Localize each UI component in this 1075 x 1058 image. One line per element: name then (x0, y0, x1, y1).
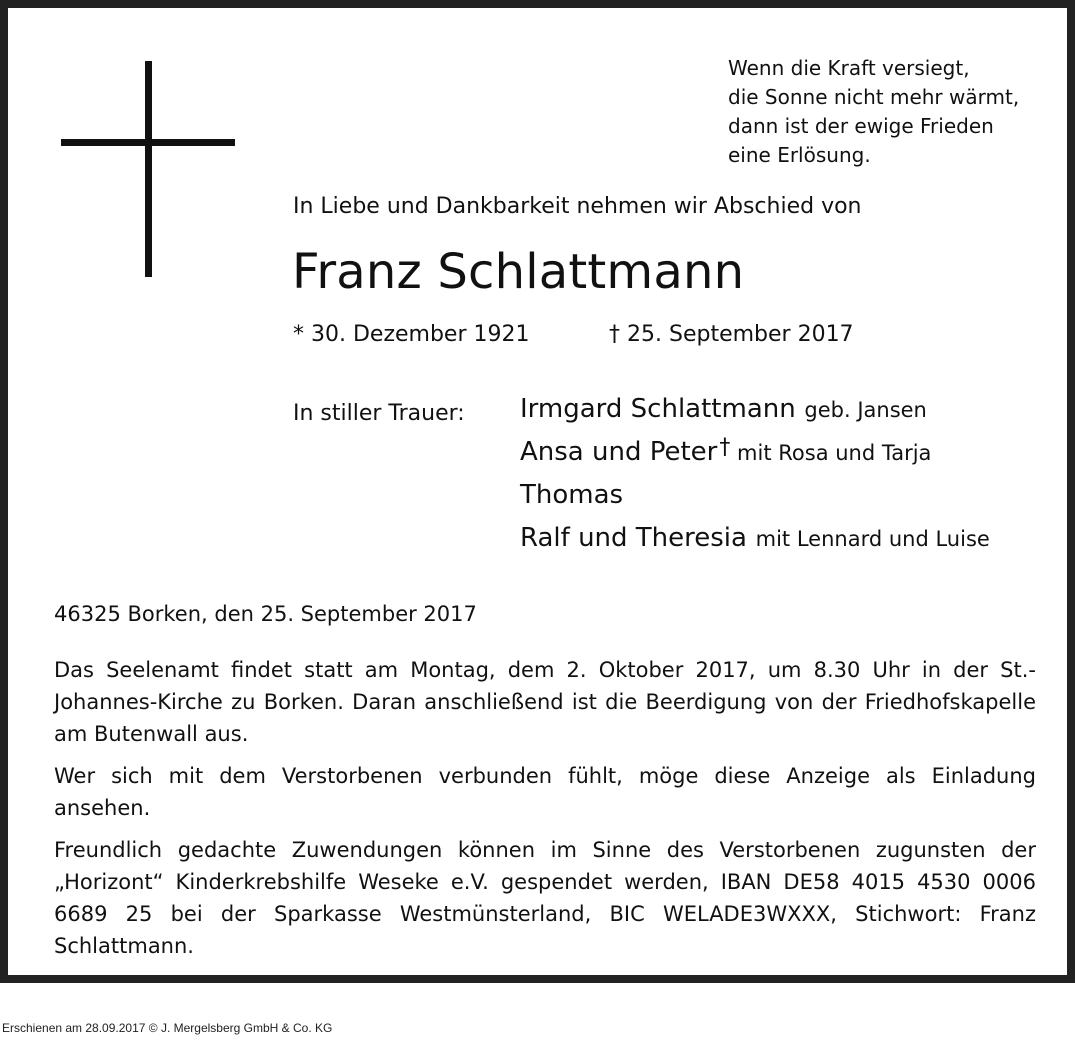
poem-line: Wenn die Kraft versiegt, (728, 56, 970, 80)
life-dates (293, 322, 854, 347)
mourner-item (520, 521, 1060, 564)
deceased-name: Franz Schlattmann (292, 244, 745, 300)
mourners-list (520, 392, 1060, 564)
mourner-extra: geb. Jansen (797, 398, 927, 422)
poem-line: dann ist der ewige Frieden (728, 114, 994, 138)
paragraph-invitation: Wer sich mit dem Verstorbenen verbunden fühlt, möge diese Anzeige als Einladung ansehen. (54, 764, 1036, 820)
paragraph-requiem: Das Seelenamt findet statt am Montag, dem 2. Oktober 2017, um 8.30 Uhr in der St.-Johannes-Kirche zu Borken. Daran anschließend ist die Beerdigung von der Friedhofskapelle am Butenwall aus. (54, 658, 1036, 746)
cross-vertical-bar (145, 61, 152, 277)
mourner-extra: mit Lennard und Luise (748, 527, 990, 551)
cross-horizontal-bar (61, 139, 235, 146)
mourner-name: Ansa und Peter (520, 437, 718, 467)
publication-footer: Erschienen am 28.09.2017 © J. Mergelsberg GmbH & Co. KG (2, 1021, 333, 1035)
mourning-label: In stiller Trauer: (293, 401, 465, 426)
mourner-name: Thomas (520, 480, 624, 510)
mourner-item (520, 478, 1060, 521)
mourner-item (520, 435, 1060, 478)
mourner-item (520, 392, 1060, 435)
mourner-extra: mit Rosa und Tarja (730, 441, 932, 465)
paragraph-donation: Freundlich gedachte Zuwendungen können im Sinne des Verstorbenen zugunsten der „Horizont“ Kinderkrebshilfe Weseke e.V. gespendet werden, IBAN DE58 4015 4530 0006 6689 25 bei der Sparkasse Westmünsterland, BIC WELADE3WXXX, Stichwort: Franz Schlattmann. (54, 838, 1036, 958)
birth-date: * 30. Dezember 1921 (293, 322, 530, 347)
poem-line: die Sonne nicht mehr wärmt, (728, 85, 1020, 109)
mourner-dagger: † (719, 435, 731, 460)
place-and-date: 46325 Borken, den 25. September 2017 (54, 602, 477, 626)
farewell-intro: In Liebe und Dankbarkeit nehmen wir Abschied von (293, 194, 862, 219)
mourner-name: Ralf und Theresia (520, 523, 747, 553)
mourner-name: Irmgard Schlattmann (520, 394, 796, 424)
poem (728, 54, 1058, 170)
death-date: † 25. September 2017 (609, 322, 854, 347)
notice-body (54, 654, 1036, 972)
poem-line: eine Erlösung. (728, 143, 871, 167)
